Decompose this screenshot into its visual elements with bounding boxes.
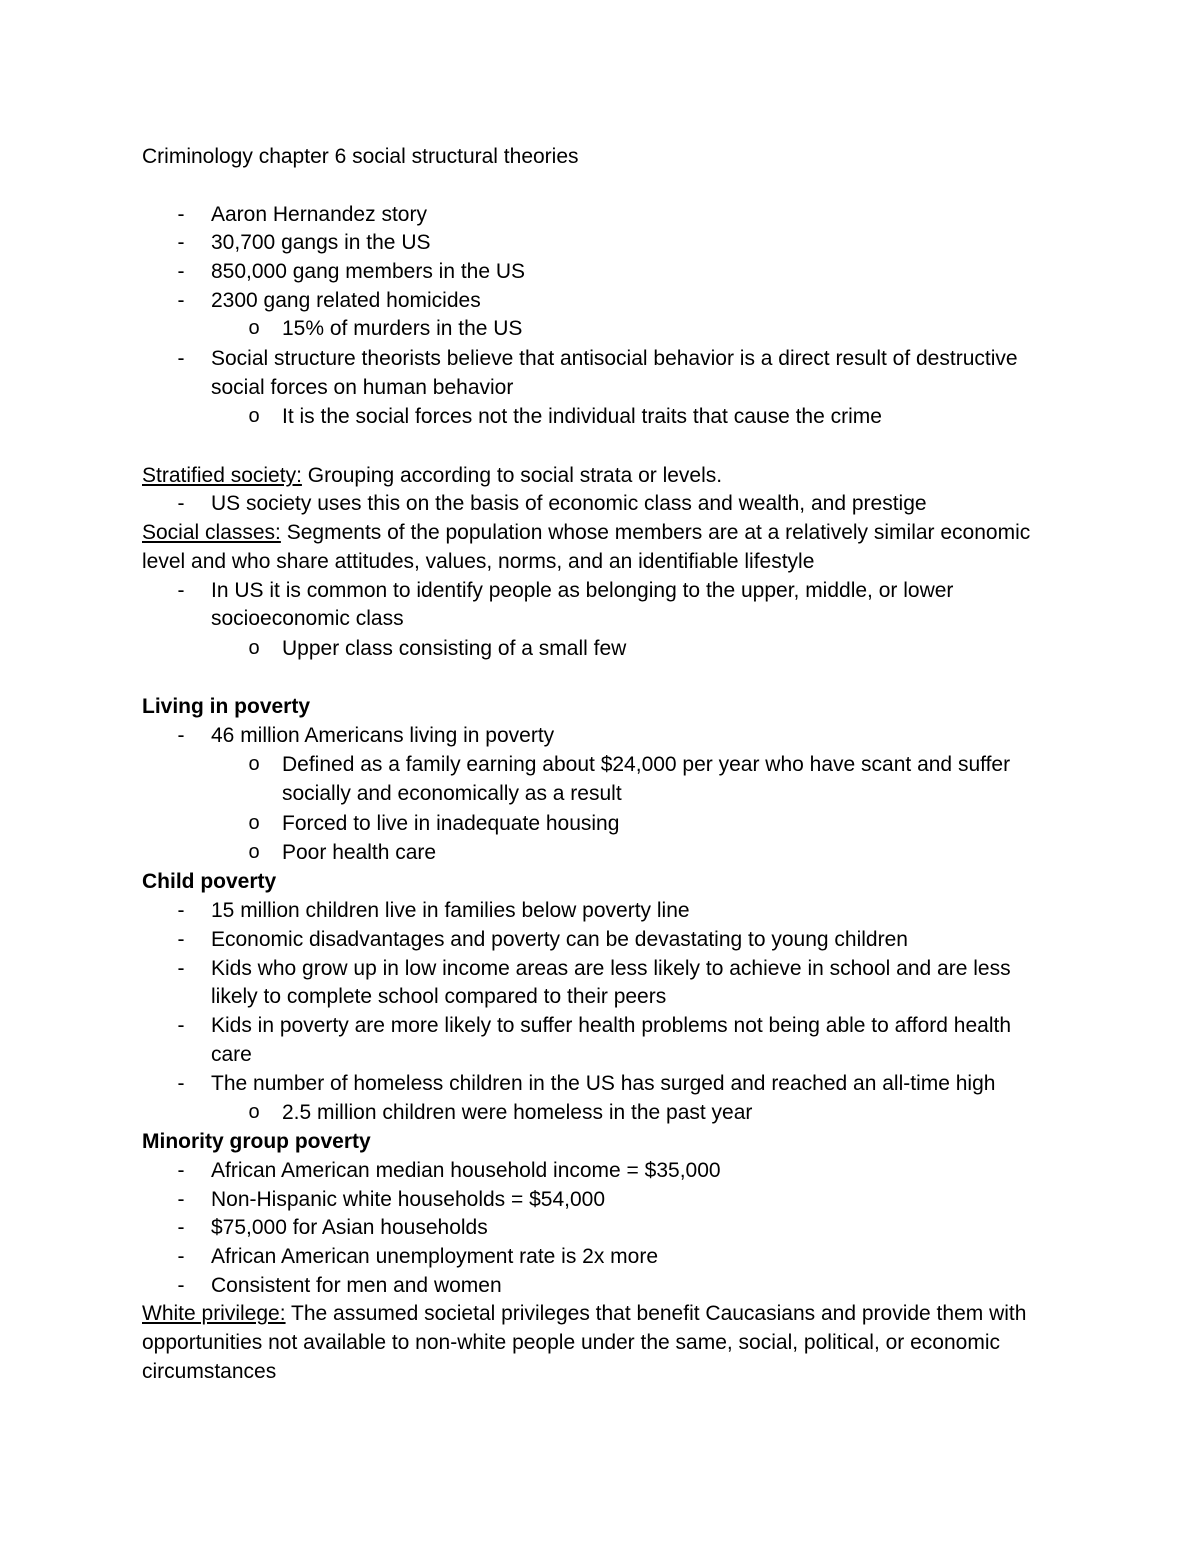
section-heading-living-in-poverty: Living in poverty <box>142 695 311 718</box>
definition-text: The assumed societal privileges that benefit Caucasians and provide them with <box>285 1302 1027 1325</box>
bullet-dash: - <box>177 260 185 283</box>
definition-social-classes <box>142 518 1030 547</box>
sub-list-item: Forced to live in inadequate housing <box>282 812 620 835</box>
bullet-dash: - <box>177 928 185 951</box>
list-item: 850,000 gang members in the US <box>211 260 526 283</box>
bullet-dash: - <box>177 1072 185 1095</box>
list-item: $75,000 for Asian households <box>211 1216 488 1239</box>
sub-list-item-continuation: socially and economically as a result <box>282 782 622 805</box>
sub-list-item: 2.5 million children were homeless in the past year <box>282 1101 753 1124</box>
definition-continuation: circumstances <box>142 1360 277 1383</box>
definition-text: Segments of the population whose members are at a relatively similar economic <box>280 521 1031 544</box>
list-item: The number of homeless children in the US has surged and reached an all-time high <box>211 1072 996 1095</box>
bullet-circle: o <box>248 841 260 863</box>
bullet-dash: - <box>177 1159 185 1182</box>
bullet-dash: - <box>177 579 185 602</box>
bullet-dash: - <box>177 347 185 370</box>
sub-list-item: Upper class consisting of a small few <box>282 637 627 660</box>
list-item: Economic disadvantages and poverty can be devastating to young children <box>211 928 908 951</box>
definition-continuation: opportunities not available to non-white people under the same, social, political, or economic <box>142 1331 1001 1354</box>
list-item: 46 million Americans living in poverty <box>211 724 555 747</box>
definition-text: Grouping according to social strata or levels. <box>301 464 723 487</box>
section-heading-child-poverty: Child poverty <box>142 870 277 893</box>
list-item: Kids in poverty are more likely to suffer health problems not being able to afford health <box>211 1014 1012 1037</box>
list-item-continuation: socioeconomic class <box>211 607 404 630</box>
list-item-continuation: social forces on human behavior <box>211 376 514 399</box>
bullet-dash: - <box>177 1188 185 1211</box>
list-item: Non-Hispanic white households = $54,000 <box>211 1188 606 1211</box>
list-item: Social structure theorists believe that antisocial behavior is a direct result of destructive <box>211 347 1018 370</box>
page-title: Criminology chapter 6 social structural theories <box>142 145 579 168</box>
bullet-dash: - <box>177 231 185 254</box>
list-item: In US it is common to identify people as belonging to the upper, middle, or lower <box>211 579 954 602</box>
list-item: African American median household income = $35,000 <box>211 1159 721 1182</box>
list-item-continuation: likely to complete school compared to their peers <box>211 985 667 1008</box>
bullet-dash: - <box>177 724 185 747</box>
term-stratified-society: Stratified society: <box>142 464 302 487</box>
list-item: African American unemployment rate is 2x more <box>211 1245 659 1268</box>
bullet-circle: o <box>248 1101 260 1123</box>
bullet-circle: o <box>248 317 260 339</box>
bullet-dash: - <box>177 957 185 980</box>
sub-list-item: Poor health care <box>282 841 437 864</box>
list-item: 2300 gang related homicides <box>211 289 481 312</box>
bullet-dash: - <box>177 1274 185 1297</box>
definition-stratified-society <box>142 461 722 490</box>
bullet-circle: o <box>248 812 260 834</box>
sub-list-item: It is the social forces not the individual traits that cause the crime <box>282 405 882 428</box>
list-item: 30,700 gangs in the US <box>211 231 431 254</box>
bullet-circle: o <box>248 753 260 775</box>
bullet-dash: - <box>177 492 185 515</box>
definition-continuation: level and who share attitudes, values, norms, and an identifiable lifestyle <box>142 550 815 573</box>
term-social-classes: Social classes: <box>142 521 281 544</box>
list-item: Consistent for men and women <box>211 1274 502 1297</box>
bullet-dash: - <box>177 1216 185 1239</box>
term-white-privilege: White privilege: <box>142 1302 286 1325</box>
bullet-dash: - <box>177 1014 185 1037</box>
bullet-dash: - <box>177 203 185 226</box>
bullet-dash: - <box>177 899 185 922</box>
list-item: 15 million children live in families below poverty line <box>211 899 690 922</box>
sub-list-item: Defined as a family earning about $24,000 per year who have scant and suffer <box>282 753 1011 776</box>
list-item-continuation: care <box>211 1043 252 1066</box>
bullet-dash: - <box>177 1245 185 1268</box>
list-item: US society uses this on the basis of economic class and wealth, and prestige <box>211 492 927 515</box>
bullet-circle: o <box>248 637 260 659</box>
definition-white-privilege <box>142 1299 1026 1328</box>
bullet-dash: - <box>177 289 185 312</box>
list-item: Kids who grow up in low income areas are less likely to achieve in school and are less <box>211 957 1011 980</box>
sub-list-item: 15% of murders in the US <box>282 317 523 340</box>
list-item: Aaron Hernandez story <box>211 203 427 226</box>
section-heading-minority-group-poverty: Minority group poverty <box>142 1130 371 1153</box>
bullet-circle: o <box>248 405 260 427</box>
